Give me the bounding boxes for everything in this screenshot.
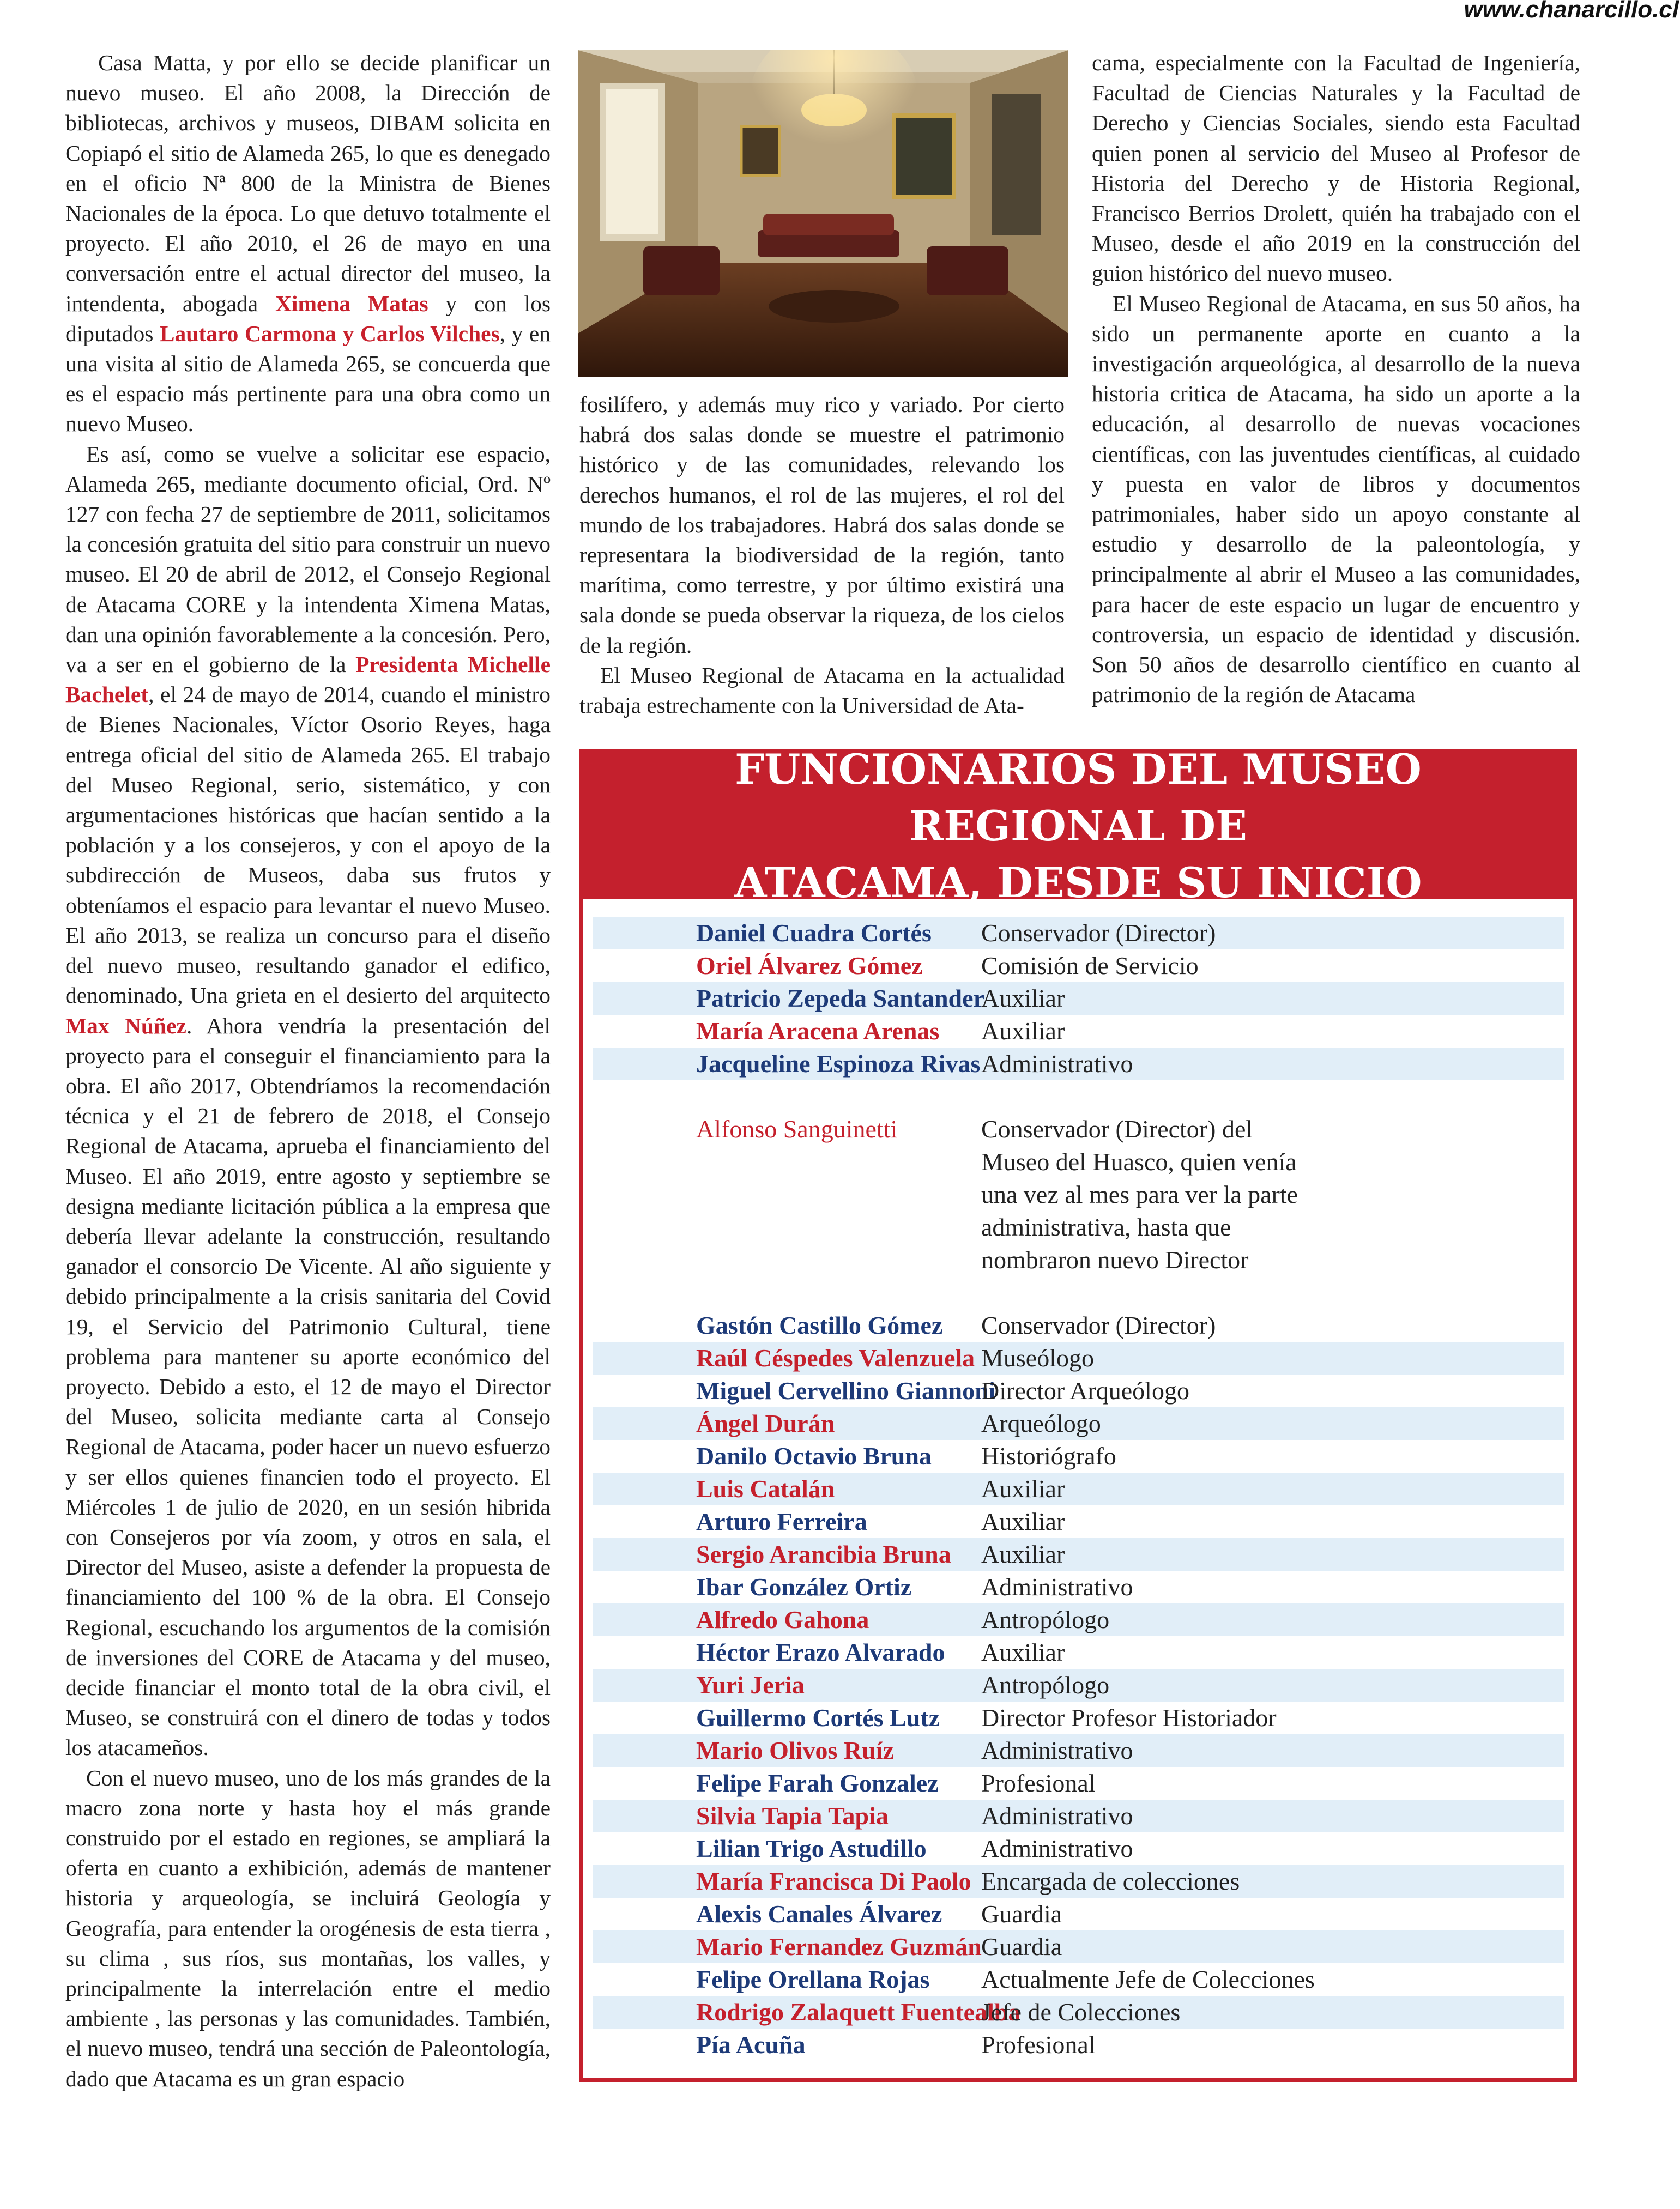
staff-name: María Aracena Arenas: [696, 1017, 940, 1045]
staff-role: Historiógrafo: [981, 1442, 1116, 1470]
staff-role: Administrativo: [981, 1050, 1133, 1078]
staff-name: Guillermo Cortés Lutz: [696, 1704, 940, 1732]
staff-role: Administrativo: [981, 1736, 1133, 1764]
staff-table: [593, 917, 1564, 2061]
article-column-3: [1092, 48, 1580, 710]
staff-name: Raúl Céspedes Valenzuela: [696, 1344, 975, 1372]
staff-role: Encargada de colecciones: [981, 1867, 1240, 1895]
staff-role: Antropólogo: [981, 1671, 1110, 1699]
staff-name: Luis Catalán: [696, 1475, 835, 1503]
staff-row: [593, 1636, 1564, 1669]
staff-list-title-line-1: FUNCIONARIOS DEL MUSEO REGIONAL DE: [735, 745, 1422, 850]
staff-name: Rodrigo Zalaquett Fuentealba: [696, 1998, 1021, 2026]
staff-name: Alexis Canales Álvarez: [696, 1900, 942, 1928]
staff-row: [593, 1440, 1564, 1473]
staff-role: Conservador (Director) del Museo del Huasco, quien venía una vez al mes para ver la parte administrativa, hasta que nombraron nuevo Director: [981, 1115, 1298, 1274]
staff-name: Ángel Durán: [696, 1409, 835, 1437]
highlight-name: Lautaro Carmona y Carlos Vilches: [159, 320, 500, 346]
staff-name: Alfonso Sanguinetti: [696, 1115, 898, 1143]
staff-name: Gastón Castillo Gómez: [696, 1311, 943, 1339]
staff-name: Patricio Zepeda Santander: [696, 984, 984, 1012]
staff-row: [593, 1898, 1564, 1930]
staff-name: Danilo Octavio Bruna: [696, 1442, 932, 1470]
staff-role: Auxiliar: [981, 1475, 1065, 1503]
paragraph: Con el nuevo museo, uno de los más grandes de la macro zona norte y hasta hoy el más grande construido por el estado en regiones, se ampliará la oferta en cuanto a exhibición, además de mantener historia y arqueología, se incluirá Geología y Geografía, para entender la orogénesis de esta tierra , su clima , sus ríos, sus montañas, los valles, y principalmente la interrelación entre el medio ambiente , las personas y las comunidades. También, el nuevo museo, tendrá una sección de Paleontología, dado que Atacama es un gran espacio: [65, 1765, 551, 2091]
staff-row: [593, 1538, 1564, 1571]
staff-row: [593, 1048, 1564, 1080]
staff-row: [593, 2029, 1564, 2061]
staff-name: Lilian Trigo Astudillo: [696, 1835, 927, 1862]
staff-row: [593, 1473, 1564, 1505]
highlight-name: Ximena Matas: [275, 291, 428, 316]
staff-role: Auxiliar: [981, 1540, 1065, 1568]
site-url: www.chanarcillo.cl: [1464, 0, 1679, 22]
staff-row: [593, 917, 1564, 949]
article-column-2: [579, 390, 1065, 721]
staff-role: Arqueólogo: [981, 1409, 1101, 1437]
staff-name: Pía Acuña: [696, 2031, 806, 2059]
staff-row: [593, 1996, 1564, 2029]
staff-name: Miguel Cervellino Giannoni: [696, 1377, 996, 1405]
staff-role: Auxiliar: [981, 1017, 1065, 1045]
staff-name: Daniel Cuadra Cortés: [696, 919, 932, 947]
staff-role: Profesional: [981, 1769, 1096, 1797]
staff-row-spacer: [593, 1080, 1564, 1113]
staff-row: [593, 982, 1564, 1015]
staff-name: Mario Fernandez Guzmán: [696, 1933, 982, 1960]
staff-row: [593, 1309, 1564, 1342]
staff-role: Auxiliar: [981, 1638, 1065, 1666]
staff-role: Comisión de Servicio: [981, 952, 1199, 979]
staff-name: Arturo Ferreira: [696, 1508, 867, 1535]
staff-row: [593, 1963, 1564, 1996]
staff-role: Actualmente Jefe de Colecciones: [981, 1965, 1315, 1993]
staff-row: [593, 1669, 1564, 1702]
paragraph: Casa Matta, y por ello se decide planificar un nuevo museo. El año 2008, la Dirección de bibliotecas, archivos y museos, DIBAM solicita en Copiapó el sitio de Alameda 265, lo que es denegado en el oficio Nª 800 de la Ministra de Bienes Nacionales de la época. Lo que detuvo totalmente el proyecto. El año 2010, el 26 de mayo en una conversación entre el actual director del museo, la intendenta, abogada Ximena Matas y con los diputados Lautaro Carmona y Carlos Vilches, y en una visita al sitio de Alameda 265, se concuerda que es el espacio más pertinente para una obra como un nuevo Museo.: [65, 50, 551, 437]
staff-role: Director Arqueólogo: [981, 1377, 1189, 1405]
staff-row: [593, 1832, 1564, 1865]
paragraph: fosilífero, y además muy rico y variado. Por cierto habrá dos salas donde se muestre el patrimonio histórico y de las comunidades, relevando los derechos humanos, el rol de las mujeres, el rol del mundo de los trabajadores. Habrá dos salas donde se representara la biodiversidad de la región, tanto marítima, como terrestre, y por último existirá una sala donde se pueda observar la riqueza, de los cielos de la región.: [579, 392, 1065, 658]
staff-name: Alfredo Gahona: [696, 1606, 869, 1633]
paragraph: El Museo Regional de Atacama, en sus 50 años, ha sido un permanente aporte en cuanto a la investigación arqueológica, al desarrollo de la nueva historia critica de Atacama, ha sido un aporte a la educación, al desarrollo de nuevas vocaciones científicas, con las juventudes científicas, al cuidado y puesta en valor de libros y documentos patrimoniales, haber sido un apoyo constante al estudio y desarrollo de la paleontología, y principalmente al abrir el Museo a las comunidades, para hacer de este espacio un lugar de encuentro y controversia, un espacio de identidad y discusión. Son 50 años de desarrollo científico en cuanto al patrimonio de la región de Atacama: [1092, 291, 1580, 707]
staff-name: Silvia Tapia Tapia: [696, 1802, 889, 1830]
staff-role: Director Profesor Historiador: [981, 1704, 1277, 1732]
highlight-name: Max Núñez: [65, 1013, 186, 1038]
staff-role: Auxiliar: [981, 984, 1065, 1012]
staff-name: Oriel Álvarez Gómez: [696, 952, 923, 979]
paragraph: El Museo Regional de Atacama en la actualidad trabaja estrechamente con la Universidad de Ata-: [579, 662, 1065, 718]
paragraph: Es así, como se vuelve a solicitar ese espacio, Alameda 265, mediante documento oficial, Ord. Nº 127 con fecha 27 de septiembre de 2011, solicitamos la concesión gratuita del sitio para construir un nuevo museo. El 20 de abril de 2012, el Consejo Regional de Atacama CORE y la intendenta Ximena Matas, dan una opinión favorablemente a la concesión. Pero, va a ser en el gobierno de la Presidenta Michelle Bachelet, el 24 de mayo de 2014, cuando el ministro de Bienes Nacionales, Víctor Osorio Reyes, haga entrega oficial del sitio de Alameda 265. El trabajo del Museo Regional, serio, sistemático, y con argumentaciones históricas que hacían sentido a la población y a los consejeros, y con el apoyo de la subdirección de Museos, daba sus frutos y obteníamos el espacio para levantar el nuevo Museo. El año 2013, se realiza un concurso para el diseño del nuevo museo, resultando ganador el edifico, denominado, Una grieta en el desierto del arquitecto Max Núñez. Ahora vendría la presentación del proyecto para el conseguir el financiamiento para la obra. El año 2017, Obtendríamos la recomendación técnica y el 21 de febrero de 2018, el Consejo Regional de Atacama, aprueba el financiamiento del Museo. El año 2019, entre agosto y septiembre se designa mediante licitación pública a la empresa que debería llevar adelante la construcción, resultando ganador el consorcio De Vicente. Al año siguiente y debido principalmente a la crisis sanitaria del Covid 19, el Servicio del Patrimonio Cultural, tiene problema para mantener su aporte económico del proyecto. Debido a esto, el 12 de mayo el Director del Museo, solicita mediante carta al Consejo Regional de Atacama, poder hacer un nuevo esfuerzo y ser ellos quienes financien todo el proyecto. El Miércoles 1 de julio de 2020, en un sesión hibrida con Consejeros por vía zoom, y otros en sala, el Director del Museo, asiste a defender la propuesta de financiamiento del 100 % de la obra. El Consejo Regional, escuchando los argumentos de la comisión de inversiones del CORE de Atacama y del museo, decide financiar el monto total de la obra civil, el Museo, se construirá con el dinero de todas y todos los atacameños.: [65, 441, 551, 1760]
staff-role: Profesional: [981, 2031, 1096, 2059]
staff-row: [593, 1734, 1564, 1767]
staff-role: Auxiliar: [981, 1508, 1065, 1535]
article-column-1: [65, 48, 551, 2094]
staff-row: [593, 1930, 1564, 1963]
staff-row: [593, 949, 1564, 982]
staff-name: Héctor Erazo Alvarado: [696, 1638, 945, 1666]
staff-role: Administrativo: [981, 1802, 1133, 1830]
staff-role: Administrativo: [981, 1573, 1133, 1601]
staff-role: Guardia: [981, 1933, 1062, 1960]
museum-room-image: [578, 50, 1068, 377]
staff-role: Antropólogo: [981, 1606, 1110, 1633]
staff-row: [593, 1375, 1564, 1407]
staff-name: Yuri Jeria: [696, 1671, 805, 1699]
staff-role: Museólogo: [981, 1344, 1094, 1372]
staff-role: Administrativo: [981, 1835, 1133, 1862]
museum-room-photo: [578, 50, 1068, 377]
staff-row: [593, 1865, 1564, 1898]
staff-name: Ibar González Ortiz: [696, 1573, 912, 1601]
staff-name: Felipe Orellana Rojas: [696, 1965, 930, 1993]
staff-name: Felipe Farah Gonzalez: [696, 1769, 939, 1797]
staff-row: [593, 1113, 1564, 1309]
staff-name: Mario Olivos Ruíz: [696, 1736, 894, 1764]
staff-name: Sergio Arancibia Bruna: [696, 1540, 951, 1568]
staff-list-title-line-2: ATACAMA, DESDE SU INICIO: [734, 858, 1422, 907]
staff-row: [593, 1767, 1564, 1800]
staff-row: [593, 1702, 1564, 1734]
staff-row: [593, 1407, 1564, 1440]
staff-name: Jacqueline Espinoza Rivas: [696, 1050, 981, 1078]
staff-row: [593, 1505, 1564, 1538]
staff-name: María Francisca Di Paolo: [696, 1867, 971, 1895]
staff-row: [593, 1342, 1564, 1375]
staff-row: [593, 1015, 1564, 1048]
staff-role: Guardia: [981, 1900, 1062, 1928]
paragraph: cama, especialmente con la Facultad de Ingeniería, Facultad de Ciencias Naturales y la Facultad de Derecho y Ciencias Sociales, siendo esta Facultad quien ponen al servicio del Museo al Profesor de Historia del Derecho y de Historia Regional, Francisco Berrios Drolett, quién ha trabajado con el Museo, desde el año 2019 en la construcción del guion histórico del nuevo museo.: [1092, 50, 1580, 286]
staff-list-box: [579, 745, 1577, 2082]
staff-list-header: [583, 745, 1573, 907]
staff-row: [593, 1571, 1564, 1603]
staff-row: [593, 1800, 1564, 1832]
staff-row: [593, 1603, 1564, 1636]
staff-role: Conservador (Director): [981, 1311, 1216, 1339]
highlight-name: Presidenta Michelle Bachelet: [65, 652, 551, 707]
staff-role: Conservador (Director): [981, 919, 1216, 947]
staff-role: Jefe de Colecciones: [981, 1998, 1181, 2026]
